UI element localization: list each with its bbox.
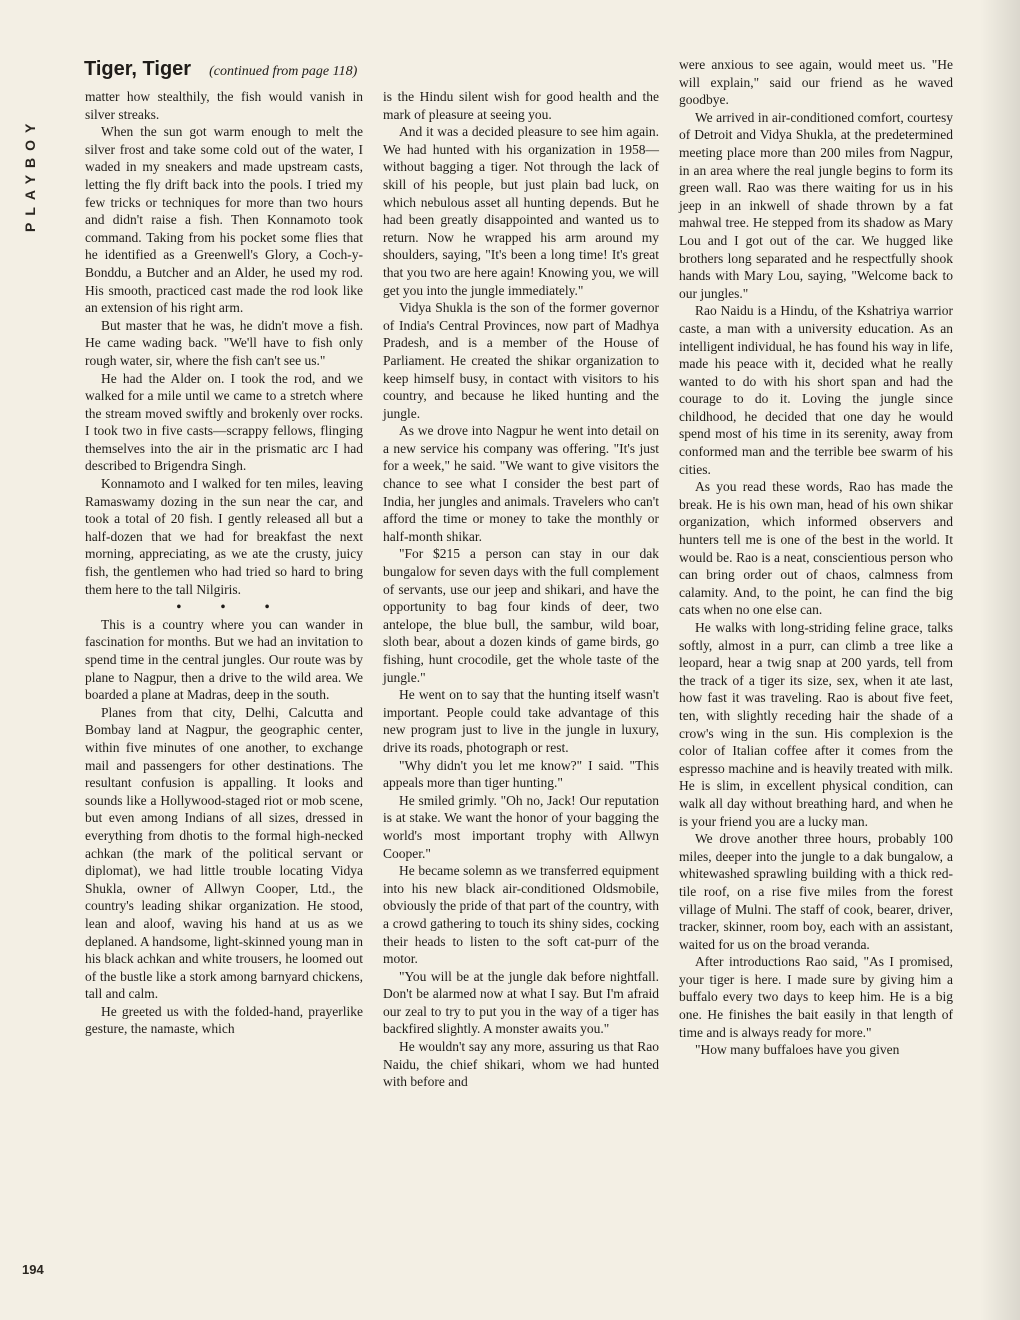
paragraph: We drove another three hours, probably 100 miles, deeper into the jungle to a dak bungalow, a whitewashed sprawling building with a thick red-tile roof, on a rise five miles from the forest village of Mulni. The staff of cook, bearer, driver, tracker, skinner, room boy, each with an assistant, waited for us on the broad veranda. bbox=[679, 831, 953, 952]
paragraph: He became solemn as we transferred equipment into his new black air-conditioned Oldsmobile, obviously the pride of that part of the country, with a crowd gathering to touch its shiny sides, cocking their heads to listen to the soft cat-purr of the motor. bbox=[383, 863, 659, 967]
paragraph: He smiled grimly. "Oh no, Jack! Our reputation is at stake. We want the honor of your bagging the world's most important trophy with Allwyn Cooper." bbox=[383, 792, 659, 861]
paragraph: But master that he was, he didn't move a fish. He came wading back. "We'll have to fish only rough water, sir, where the fish can't see us." bbox=[85, 317, 363, 368]
paragraph: And it was a decided pleasure to see him again. We had hunted with his organization in 1958—without bagging a tiger. Not through the lack of skill of his people, but just plain bad luck, on which nebulous asset all hunting depends. But he had been greatly disappointed and wanted us to return. Now he wrapped his arm around my shoulders, saying, "It's been a long time! It's great that you two are here again! Knowing you, we will get you into the jungle immediately." bbox=[383, 124, 659, 298]
paragraph: After introductions Rao said, "As I promised, your tiger is here. I made sure by giving him a buffalo every two days to keep him. He is a big one. He finishes the bait easily in that length of time and is always ready for more." bbox=[679, 954, 953, 1040]
article-headline bbox=[84, 58, 357, 81]
text-column-1 bbox=[85, 88, 363, 1038]
paragraph: "You will be at the jungle dak before nightfall. Don't be alarmed now at what I say. But I'm afraid our zeal to try to put you in the way of a tiger has backfired slightly. A monster awaits you." bbox=[383, 968, 659, 1037]
paragraph: were anxious to see again, would meet us. "He will explain," said our friend as he waved goodbye. bbox=[679, 57, 953, 108]
text-column-2 bbox=[383, 88, 659, 1091]
paragraph: We arrived in air-conditioned comfort, courtesy of Detroit and Vidya Shukla, at the predetermined meeting place more than 200 miles from Nagpur, in an area where the real jungle begins to form its green wall. Rao was there waiting for us in his jeep in an inkwell of shade thrown by a fat mahwal tree. He stepped from its shadow as Mary Lou and I got out of the car. We hugged like brothers long separated and he respectfully shook hands with Mary Lou, saying, "Welcome back to our jungles." bbox=[679, 109, 953, 301]
paragraph: As you read these words, Rao has made the break. He is his own man, head of his own shikar organization, which informed observers and hunters tell me is one of the best in the world. It would be. Rao is a neat, conscientious person who can bring order out of chaos, calmness from calamity. And, to the point, he can find the big cats when no one else can. bbox=[679, 479, 953, 618]
paragraph: Vidya Shukla is the son of the former governor of India's Central Provinces, now part of Madhya Pradesh, and is a member of the House of Parliament. He created the shikar organization to keep himself busy, in contact with visitors to his country, and because he liked hunting and the jungle. bbox=[383, 300, 659, 421]
section-break: • • • bbox=[176, 599, 288, 615]
paragraph: "For $215 a person can stay in our dak bungalow for seven days with the full complement of servants, use our jeep and shikari, and have the opportunity to bag four kinds of deer, two antelope, the blue bull, the sambur, wild boar, sloth bear, about a dozen kinds of game birds, go fishing, hunt crocodile, get the whole taste of the jungle." bbox=[383, 546, 659, 685]
paragraph: Planes from that city, Delhi, Calcutta and Bombay land at Nagpur, the geographic center, within five minutes of one another, to exchange mail and passengers for other destinations. The resultant confusion is appalling. It looks and sounds like a Hollywood-staged riot or mob scene, but even among Indians of all sizes, dressed in everything from dhotis to the formal high-necked achkan (the mark of the political servant or diplomat), we had little trouble locating Vidya Shukla, owner of Allwyn Cooper, Ltd., the country's leading shikar organization. He stood, lean and aloof, waving his hand at us as we deplaned. A handsome, light-skinned young man in his black achkan and white trousers, he loomed out of the bustle like a stork among barnyard chickens, tall and calm. bbox=[85, 704, 363, 1002]
magazine-name: PLAYBOY bbox=[22, 116, 38, 232]
paragraph: matter how stealthily, the fish would vanish in silver streaks. bbox=[85, 89, 363, 122]
paragraph: "How many buffaloes have you given bbox=[695, 1042, 900, 1058]
page-edge-shadow bbox=[980, 0, 1020, 1320]
paragraph: "Why didn't you let me know?" I said. "This appeals more than tiger hunting." bbox=[383, 757, 659, 791]
paragraph: He walks with long-striding feline grace, talks softly, almost in a purr, can climb a tree like a leopard, hear a twig snap at 200 yards, tell from the track of a tiger its size, sex, when it ate last, how fast it was traveling. Rao is about five feet, ten, with slightly receding hair the shade of a crow's wing in the sun. His complexion is the color of Italian coffee after it comes from the espresso machine and is heavily treated with milk. He is slim, in excellent physical condition, can walk all day without breathing hard, and when he is your friend you are a lucky man. bbox=[679, 620, 953, 829]
paragraph: He went on to say that the hunting itself wasn't important. People could take advantage of this new program just to live in the jungle in luxury, drive its roads, photograph or rest. bbox=[383, 687, 659, 755]
paragraph: This is a country where you can wander in fascination for months. But we had an invitation to spend time in the central jungles. Our route was by plane to Nagpur, then a drive to the wild area. We boarded a plane at Madras, deep in the south. bbox=[85, 616, 363, 703]
paragraph: Rao Naidu is a Hindu, of the Kshatriya warrior caste, a man with a university education. As an intelligent individual, he has found his way in life, made his peace with it, decided what he really wanted to do with his short span and had the courage to do it. Loving the jungle since childhood, he decided that one day he would spend most of his time in its serenity, away from conformed man and the terrible bee swarm of his cities. bbox=[679, 303, 953, 477]
paragraph: He wouldn't say any more, assuring us that Rao Naidu, the chief shikari, whom we had hunted with before and bbox=[383, 1039, 659, 1090]
paragraph: When the sun got warm enough to melt the silver frost and take some cold out of the water, I waded in my sneakers and made upstream casts, letting the fly drift back into the pools. I tried my few tricks or techniques for more than two hours and didn't raise a fish. Then Konnamoto took command. Taking from his pocket some flies that he identified as a Greenwell's Glory, a Coch-y-Bonddu, a Butcher and an Alder, he used my rod. His smooth, practiced cast made the rod look like an extension of his right arm. bbox=[85, 124, 363, 316]
continued-note: (continued from page 118) bbox=[209, 64, 358, 79]
article-title: Tiger, Tiger bbox=[84, 58, 192, 80]
paragraph: is the Hindu silent wish for good health and the mark of pleasure at seeing you. bbox=[383, 89, 659, 122]
page-number: 194 bbox=[22, 1262, 44, 1277]
paragraph: He had the Alder on. I took the rod, and we walked for a mile until we came to a stretch where the stream moved swiftly and brokenly over rocks. I took two in five casts—scrappy fellows, flinging themselves into the air in the prismatic arc I had described to Brigendra Singh. bbox=[85, 370, 363, 474]
paragraph: He greeted us with the folded-hand, prayerlike gesture, the namaste, which bbox=[85, 1003, 363, 1037]
text-column-3 bbox=[679, 56, 953, 1059]
paragraph: As we drove into Nagpur he went into detail on a new service his company was offering. "It's just for a week," he said. "We want to give visitors the chance to see what I consider the best part of India, her jungles and animals. Travelers who can't afford the time or money to take the monthly or half-month shikar. bbox=[383, 423, 659, 544]
paragraph: Konnamoto and I walked for ten miles, leaving Ramaswamy dozing in the sun near the car, and took a total of 20 fish. I gently released all but a half-dozen that we had for breakfast the next morning, appreciating, as we ate the crusty, juicy fish, the gentlemen who had tried so hard to bring them here to the tall Nilgiris. bbox=[85, 476, 363, 597]
